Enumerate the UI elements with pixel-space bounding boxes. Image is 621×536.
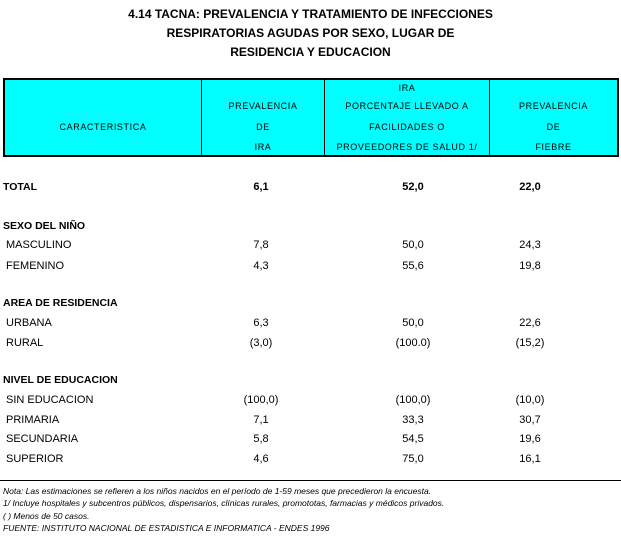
table-row <box>0 335 621 351</box>
header-prevalence-fever <box>490 80 617 155</box>
header-ira-treatment <box>325 80 489 155</box>
table-title <box>0 5 621 62</box>
cell-prevalence-ira: (3,0) <box>249 337 273 349</box>
section-heading-sex <box>0 218 621 234</box>
cell-prevalence-fever: 19,6 <box>519 433 541 445</box>
cell-prevalence-ira: 6,1 <box>253 181 269 193</box>
row-label: RURAL <box>6 337 44 349</box>
cell-ira-treated: 33,3 <box>402 414 424 426</box>
table-row <box>0 237 621 253</box>
table-notes <box>3 485 444 534</box>
cell-prevalence-ira: 4,6 <box>253 453 269 465</box>
header-text: DE <box>546 122 561 132</box>
header-text: PREVALENCIA <box>519 101 588 111</box>
table-row <box>0 451 621 467</box>
table-row <box>0 315 621 331</box>
header-text: IRA <box>398 83 416 93</box>
cell-prevalence-fever: 22,6 <box>519 317 541 329</box>
footnote-1: 1/ Incluye hospitales y subcentros públicos, dispensarios, clínicas rurales, promototas, farmacias y médicos privados. <box>3 498 445 509</box>
section-label: SEXO DEL NIÑO <box>3 220 86 232</box>
cell-prevalence-fever: 19,8 <box>519 260 541 272</box>
cell-prevalence-ira: 7,1 <box>253 414 269 426</box>
cell-ira-treated: (100.0) <box>395 337 431 349</box>
cell-ira-treated: 54,5 <box>402 433 424 445</box>
section-heading-residence <box>0 295 621 311</box>
header-text: FIEBRE <box>535 142 572 152</box>
table-row <box>0 412 621 428</box>
row-label: SIN EDUCACION <box>6 394 94 406</box>
row-label: URBANA <box>6 317 52 329</box>
note-text: Nota: Las estimaciones se refieren a los niños nacidos en el período de 1-59 meses que precedieron la encuesta. <box>3 486 432 496</box>
cell-prevalence-fever: (15,2) <box>515 337 545 349</box>
cell-prevalence-ira: 4,3 <box>253 260 269 272</box>
cell-ira-treated: 75,0 <box>402 453 424 465</box>
row-label: SUPERIOR <box>6 453 64 465</box>
row-label: TOTAL <box>3 181 38 193</box>
row-label: SECUNDARIA <box>6 433 79 445</box>
cell-ira-treated: 50,0 <box>402 317 424 329</box>
table-row <box>0 258 621 274</box>
cell-prevalence-fever: 30,7 <box>519 414 541 426</box>
cell-ira-treated: 50,0 <box>402 239 424 251</box>
section-label: AREA DE RESIDENCIA <box>3 297 118 309</box>
header-text: PROVEEDORES DE SALUD 1/ <box>336 142 478 152</box>
cell-prevalence-fever: 16,1 <box>519 453 541 465</box>
table-row-total <box>0 179 621 195</box>
cell-prevalence-fever: (10,0) <box>515 394 545 406</box>
header-prevalence-ira <box>202 80 324 155</box>
cell-prevalence-fever: 22,0 <box>519 181 541 193</box>
header-characteristic <box>5 80 201 155</box>
cell-prevalence-ira: 7,8 <box>253 239 269 251</box>
cell-prevalence-ira: 6,3 <box>253 317 269 329</box>
section-heading-education <box>0 372 621 388</box>
header-text: PORCENTAJE LLEVADO A <box>345 101 469 111</box>
table-header <box>3 78 619 157</box>
header-characteristic-label: CARACTERISTICA <box>59 122 147 132</box>
source-text: FUENTE: INSTITUTO NACIONAL DE ESTADISTICA E INFORMATICA - ENDES 1996 <box>3 522 330 533</box>
header-text: PREVALENCIA <box>228 101 298 111</box>
cell-prevalence-ira: (100,0) <box>243 394 279 406</box>
cell-prevalence-fever: 24,3 <box>519 239 541 251</box>
title-line-1: 4.14 TACNA: PREVALENCIA Y TRATAMIENTO DE INFECCIONES <box>128 7 493 21</box>
row-label: MASCULINO <box>6 239 72 251</box>
section-label: NIVEL DE EDUCACION <box>3 374 118 386</box>
row-label: FEMENINO <box>6 260 65 272</box>
cell-ira-treated: 55,6 <box>402 260 424 272</box>
footnote-2: ( ) Menos de 50 casos. <box>3 510 90 521</box>
cell-prevalence-ira: 5,8 <box>253 433 269 445</box>
cell-ira-treated: (100,0) <box>395 394 431 406</box>
table-bottom-rule <box>0 480 621 481</box>
header-text: FACILIDADES O <box>369 122 445 132</box>
header-text: IRA <box>254 142 272 152</box>
row-label: PRIMARIA <box>6 414 60 426</box>
title-line-3: RESIDENCIA Y EDUCACION <box>230 45 391 59</box>
cell-ira-treated: 52,0 <box>402 181 424 193</box>
header-text: DE <box>256 122 270 132</box>
table-row <box>0 392 621 408</box>
title-line-2: RESPIRATORIAS AGUDAS POR SEXO, LUGAR DE <box>166 26 455 40</box>
table-row <box>0 431 621 447</box>
